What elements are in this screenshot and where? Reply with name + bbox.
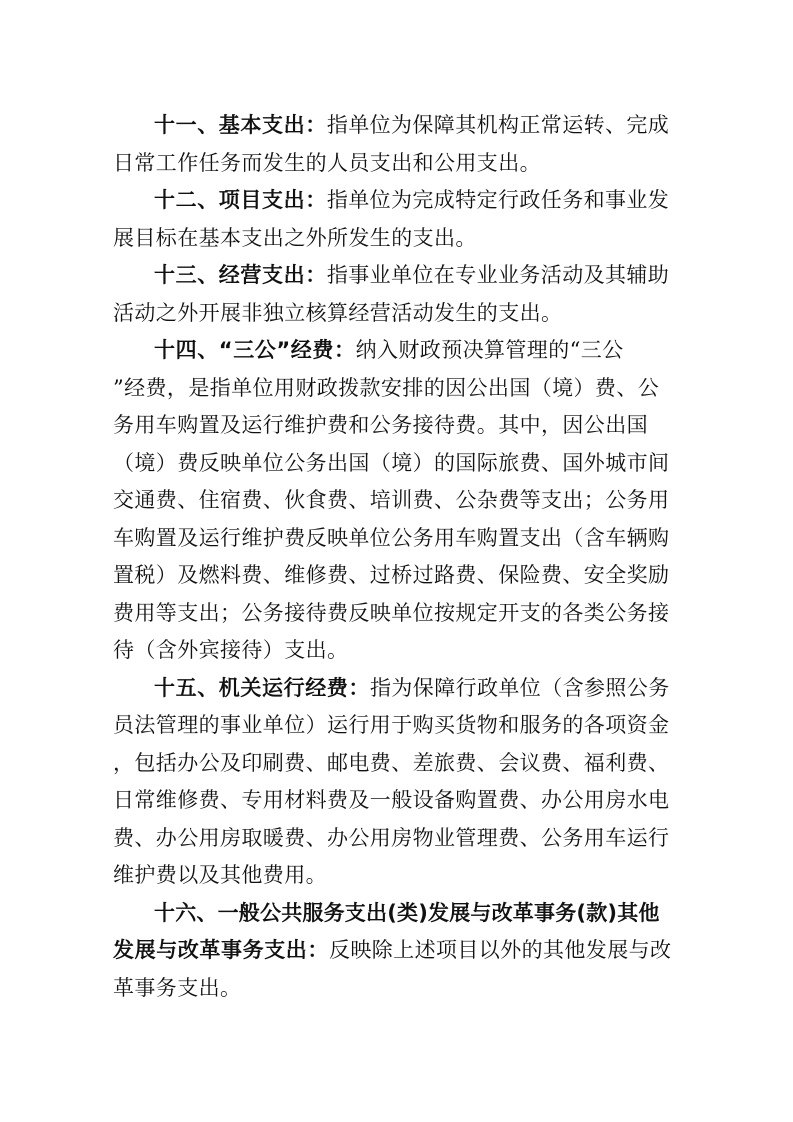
term-heading: 十一、基本支出： <box>154 113 327 137</box>
definition-text: 展目标在基本支出之外所发生的支出。 <box>113 225 477 250</box>
paragraph-three-public-expenses <box>113 332 693 670</box>
term-heading: 十二、项目支出： <box>154 188 327 212</box>
definition-text: 日常工作任务而发生的人员支出和公用支出。 <box>113 150 541 175</box>
paragraph-other-reform-expenditure <box>113 895 693 1008</box>
definition-text: 革事务支出。 <box>113 975 242 1000</box>
definition-text: 务用车购置及运行维护费和公务接待费。其中，因公出国 <box>113 413 648 437</box>
definition-text: 待（含外宾接待）支出。 <box>113 638 349 662</box>
definition-text: 指单位为完成特定行政任务和事业发 <box>326 188 670 212</box>
definition-text: 车购置及运行维护费反映单位公务用车购置支出（含车辆购 <box>113 525 670 550</box>
document-body <box>113 107 693 1007</box>
definition-text: 维护费以及其他费用。 <box>113 863 327 887</box>
definition-text: 费用等支出；公务接待费反映单位按规定开支的各类公务接 <box>113 600 670 625</box>
definition-text: 交通费、住宿费、伙食费、培训费、公杂费等支出；公务用 <box>113 488 670 512</box>
definition-text: 指事业单位在专业业务活动及其辅助 <box>326 263 670 287</box>
term-heading: 十六、一般公共服务支出(类)发展与改革事务(款)其他 <box>154 900 660 925</box>
definition-text: 反映除上述项目以外的其他发展与改 <box>329 938 672 962</box>
definition-text: 置税）及燃料费、维修费、过桥过路费、保险费、安全奖励 <box>113 563 670 587</box>
paragraph-operating-expenditure <box>113 257 693 332</box>
definition-text: 员法管理的事业单位）运行用于购买货物和服务的各项资金 <box>113 713 670 737</box>
paragraph-basic-expenditure <box>113 107 693 182</box>
definition-text: 指为保障行政单位（含参照公务 <box>370 675 670 700</box>
term-heading: 十五、机关运行经费： <box>154 675 370 700</box>
definition-text: 费、办公用房取暖费、办公用房物业管理费、公务用车运行 <box>113 825 670 850</box>
definition-text: 指单位为保障其机构正常运转、完成 <box>326 113 670 137</box>
term-heading: 发展与改革事务支出： <box>113 938 329 962</box>
definition-text: 活动之外开展非独立核算经营活动发生的支出。 <box>113 300 563 325</box>
paragraph-project-expenditure <box>113 182 693 257</box>
term-heading: 十四、“三公”经费： <box>154 338 356 362</box>
definition-text: 纳入财政预决算管理的“三公 <box>355 338 624 362</box>
definition-text: ，包括办公及印刷费、邮电费、差旅费、会议费、福利费、 <box>113 750 670 775</box>
definition-text: 日常维修费、专用材料费及一般设备购置费、办公用房水电 <box>113 788 670 812</box>
definition-text: ”经费，是指单位用财政拨款安排的因公出国（境）费、公 <box>113 375 660 400</box>
term-heading: 十三、经营支出： <box>154 263 327 287</box>
paragraph-agency-operating-funds <box>113 670 693 895</box>
definition-text: （境）费反映单位公务出国（境）的国际旅费、国外城市间 <box>113 450 670 475</box>
